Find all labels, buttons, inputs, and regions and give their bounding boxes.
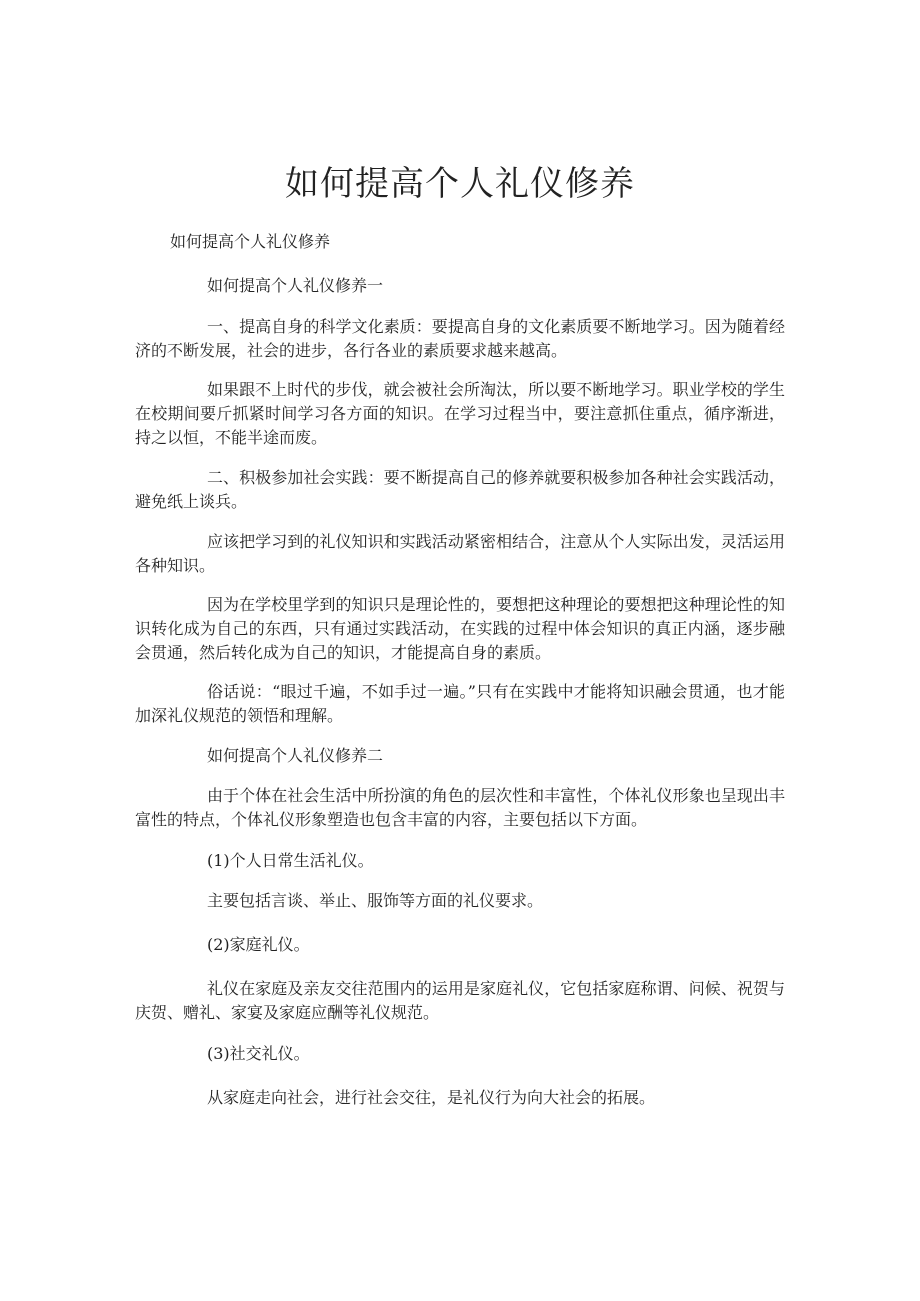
paragraph: 主要包括言谈、举止、服饰等方面的礼仪要求。 (207, 891, 544, 910)
section-heading-one: 如何提高个人礼仪修养一 (207, 276, 384, 295)
list-item-heading: (3)社交礼仪。 (207, 1044, 310, 1063)
paragraph: 如果跟不上时代的步伐，就会被社会所淘汰，所以要不断地学习。职业学校的学生在校期间要斤抓紧时间学习各方面的知识。在学习过程当中，要注意抓住重点，循序渐进，持之以恒，不能半途而废。 (135, 380, 785, 447)
section-heading-two: 如何提高个人礼仪修养二 (207, 746, 384, 765)
paragraph: 礼仪在家庭及亲友交往范围内的运用是家庭礼仪，它包括家庭称谓、问候、祝贺与庆贺、赠礼、家宴及家庭应酬等礼仪规范。 (135, 979, 785, 1022)
paragraph: 应该把学习到的礼仪知识和实践活动紧密相结合，注意从个人实际出发，灵活运用各种知识。 (135, 532, 785, 575)
paragraph: 二、积极参加社会实践：要不断提高自己的修养就要积极参加各种社会实践活动，避免纸上谈兵。 (135, 468, 785, 511)
paragraph: 由于个体在社会生活中所扮演的角色的层次性和丰富性，个体礼仪形象也呈现出丰富性的特点，个体礼仪形象塑造也包含丰富的内容，主要包括以下方面。 (135, 786, 785, 829)
document-title: 如何提高个人礼仪修养 (285, 164, 635, 204)
paragraph: 从家庭走向社会，进行社会交往，是礼仪行为向大社会的拓展。 (207, 1088, 656, 1107)
list-item-heading: (2)家庭礼仪。 (207, 935, 310, 954)
paragraph: 因为在学校里学到的知识只是理论性的，要想把这种理论的要想把这种理论性的知识转化成为自己的东西，只有通过实践活动，在实践的过程中体会知识的真正内涵，逐步融会贯通，然后转化成为自己的知识，才能提高自身的素质。 (135, 595, 785, 662)
document-subtitle: 如何提高个人礼仪修养 (170, 232, 331, 251)
paragraph: 俗话说：“眼过千遍，不如手过一遍。”只有在实践中才能将知识融会贯通，也才能加深礼仪规范的领悟和理解。 (135, 682, 785, 725)
paragraph: 一、提高自身的科学文化素质：要提高自身的文化素质要不断地学习。因为随着经济的不断发展，社会的进步，各行各业的素质要求越来越高。 (135, 317, 785, 360)
list-item-heading: (1)个人日常生活礼仪。 (207, 851, 374, 870)
